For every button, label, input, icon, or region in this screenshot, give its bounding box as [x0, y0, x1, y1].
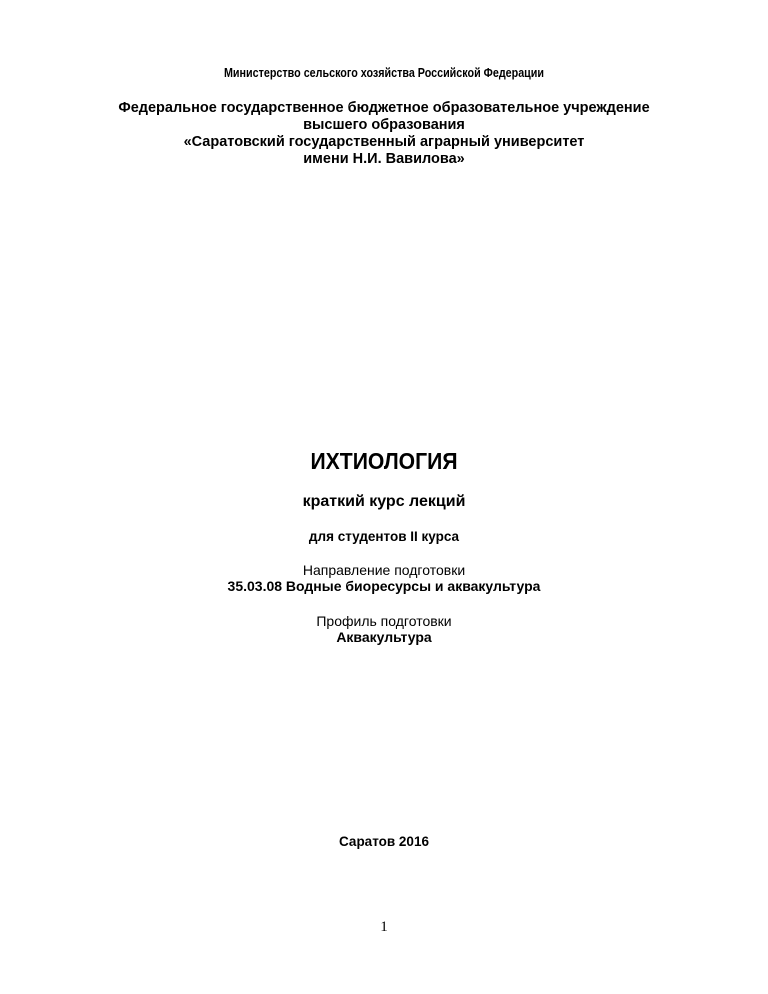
- institution-line-3: «Саратовский государственный аграрный университет: [183, 134, 585, 150]
- profile-label: Профиль подготовки: [316, 613, 452, 629]
- document-subtitle: краткий курс лекций: [302, 493, 466, 510]
- institution-line-1: Федеральное государственное бюджетное образовательное учреждение: [118, 100, 650, 116]
- direction-value: 35.03.08 Водные биоресурсы и аквакультура: [227, 578, 541, 594]
- institution-line-2: высшего образования: [303, 117, 465, 133]
- document-title: ИХТИОЛОГИЯ: [310, 448, 458, 474]
- ministry-name: Министерство сельского хозяйства Российской Федерации: [223, 66, 545, 80]
- profile-value: Аквакультура: [336, 629, 432, 645]
- institution-line-4: имени Н.И. Вавилова»: [303, 151, 465, 167]
- city-year: Саратов 2016: [339, 834, 429, 849]
- audience-text: для студентов II курса: [308, 529, 460, 544]
- page-number: 1: [380, 919, 388, 935]
- direction-label: Направление подготовки: [302, 562, 466, 578]
